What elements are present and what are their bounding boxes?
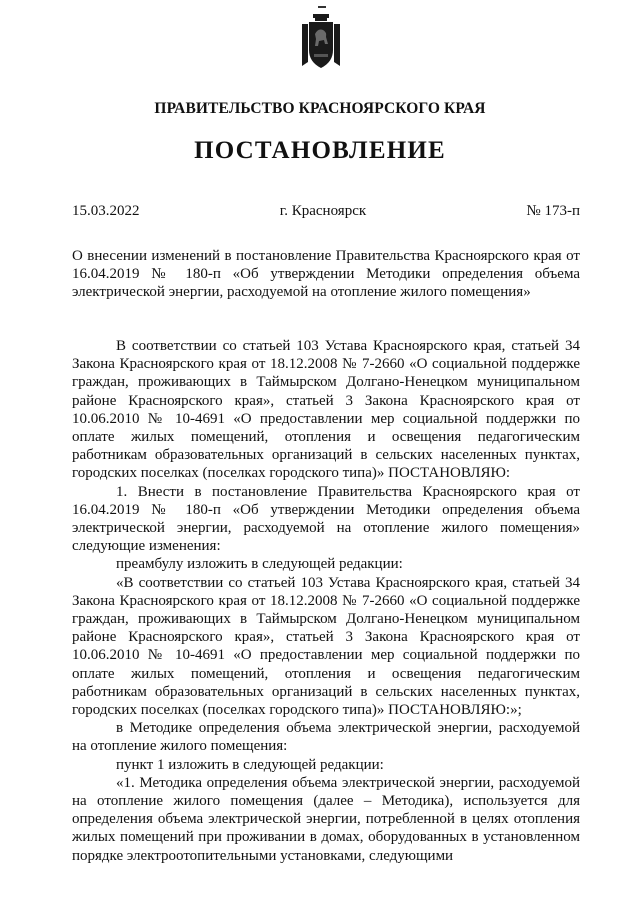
document-meta-row bbox=[72, 203, 580, 220]
document-type-title: ПОСТАНОВЛЕНИЕ bbox=[194, 137, 446, 164]
scan-mark bbox=[318, 6, 326, 8]
government-title: ПРАВИТЕЛЬСТВО КРАСНОЯРСКОГО КРАЯ bbox=[154, 100, 486, 117]
coat-of-arms-icon bbox=[300, 14, 342, 70]
document-subject: О внесении изменений в постановление Правительства Красноярского края от 16.04.2019 № 180-п «Об утверждении Методики определения объема электрической энергии, расходуемой на отопление жилого помещения» bbox=[72, 248, 580, 300]
document-date: 15.03.2022 bbox=[72, 203, 140, 219]
body-paragraph: преамбулу изложить в следующей редакции: bbox=[116, 556, 403, 573]
body-paragraph: «1. Методика определения объема электрической энергии, расходуемой на отопление жилого помещения (далее – Методика), используется для определения объема электрической энергии, потребленной в целях отопления жилых помещений при проживании в домах, оборудованных в установленном порядке электроотопительными установками, следующими bbox=[72, 774, 580, 864]
document-city: г. Красноярск bbox=[279, 203, 367, 219]
document-number: № 173-п bbox=[526, 203, 580, 219]
body-paragraph: «В соответствии со статьей 103 Устава Красноярского края, статьей 34 Закона Красноярского края от 18.12.2008 № 7-2660 «О социальной поддержке граждан, проживающих в Таймырском Долгано-Ненецком муниципальном районе Красноярского края», статьей 3 Закона Красноярского края от 10.06.2010 № 10-4691 «О предоставлении мер социальной поддержки по оплате жилых помещений, отопления и освещения педагогическим работникам образовательных организаций в сельских населенных пунктах, городских поселках (поселках городского типа)» ПОСТАНОВЛЯЮ:»; bbox=[72, 574, 580, 719]
body-paragraph: В соответствии со статьей 103 Устава Красноярского края, статьей 34 Закона Красноярского края от 18.12.2008 № 7-2660 «О социальной поддержке граждан, проживающих в Таймырском Долгано-Ненецком муниципальном районе Красноярского края», статьей 3 Закона Красноярского края от 10.06.2010 № 10-4691 «О предоставлении мер социальной поддержки по оплате жилых помещений, отопления и освещения педагогическим работникам образовательных организаций в сельских населенных пунктах, городских поселках (поселках городского типа)» ПОСТАНОВЛЯЮ: bbox=[72, 338, 580, 482]
body-paragraph: 1. Внести в постановление Правительства Красноярского края от 16.04.2019 № 180-п «Об утверждении Методики определения объема электрической энергии, расходуемой на отопление жилого помещения» следующие изменения: bbox=[72, 483, 580, 555]
body-paragraph: в Методике определения объема электрической энергии, расходуемой на отопление жилого помещения: bbox=[72, 720, 580, 755]
document-body bbox=[72, 337, 580, 865]
body-paragraph: пункт 1 изложить в следующей редакции: bbox=[116, 756, 384, 773]
